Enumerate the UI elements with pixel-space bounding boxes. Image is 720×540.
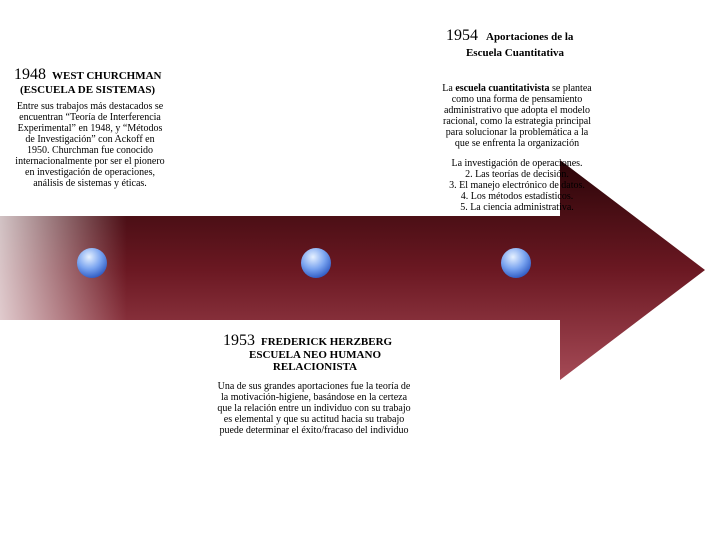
event-1954-desc-line: racional, como la estrategia principal: [443, 116, 591, 127]
event-1948-year: 1948: [14, 66, 46, 83]
event-1948-desc-line: en investigación de operaciones,: [25, 167, 155, 178]
event-1953-year: 1953: [223, 332, 255, 349]
event-1948-desc-line: análisis de sistemas y éticas.: [33, 178, 147, 189]
event-1954-title-line2: Escuela Cuantitativa: [465, 47, 565, 59]
event-1953-name: FREDERICK HERZBERG: [261, 336, 393, 348]
event-1953-header: [223, 332, 392, 350]
event-1954-list-item: 5. La ciencia administrativa.: [460, 202, 574, 213]
event-1954-list-item: La investigación de operaciones.: [451, 158, 583, 169]
event-1948-description: [2, 101, 178, 189]
event-1953-desc-line: que la relación entre un individuo con su trabajo: [217, 403, 411, 414]
event-1954-list: [426, 158, 608, 213]
event-1953-school-line1: ESCUELA NEO HUMANO: [248, 349, 382, 361]
event-1954-desc-line: que se enfrenta la organización: [454, 138, 580, 149]
event-1954-desc-line-0-rest: se plantea: [552, 83, 592, 94]
event-1954-desc-line: administrativo que adopta el modelo: [443, 105, 591, 116]
event-1953-desc-line: es elemental y que su actitud hacia su trabajo: [223, 414, 405, 425]
event-1954-desc-pre: La: [442, 83, 453, 94]
event-1953-desc-line: Una de sus grandes aportaciones fue la teoría de: [217, 381, 411, 392]
event-1948-desc-line: 1950. Churchman fue conocido: [26, 145, 154, 156]
event-1954-desc-line-0: [426, 83, 608, 94]
event-1948-header: [14, 66, 162, 84]
event-1954-list-item: 2. Las teorías de decisión.: [465, 169, 569, 180]
event-1954-description: [426, 83, 608, 149]
event-1953-school-line2: RELACIONISTA: [272, 361, 358, 373]
event-1948-name: WEST CHURCHMAN: [52, 70, 162, 82]
event-1948-desc-line: de Investigación” con Ackoff en: [25, 134, 155, 145]
event-1953-school: [230, 349, 400, 373]
event-1948-desc-line: Experimental” en 1948, y “Métodos: [17, 123, 163, 134]
event-1954-desc-line: como una forma de pensamiento: [451, 94, 583, 105]
event-1954-desc-line: para solucionar la problemática a la: [445, 127, 589, 138]
event-1954-year: 1954: [446, 27, 478, 44]
event-1954-desc-bold: escuela cuantitativista: [455, 83, 550, 94]
event-1954-list-item: 4. Los métodos estadísticos.: [460, 191, 574, 202]
event-1953-desc-line: la motivación-higiene, basándose en la certeza: [220, 392, 408, 403]
event-1954-list-item: 3. El manejo electrónico de datos.: [449, 180, 585, 191]
event-1948-desc-line: Entre sus trabajos más destacados se: [16, 101, 164, 112]
event-1953-description: [200, 381, 428, 436]
event-1948-desc-line: internacionalmente por ser el pionero: [15, 156, 165, 167]
event-1954-title-line1: Aportaciones de la: [486, 31, 574, 43]
event-1954-header: [446, 27, 573, 45]
timeline-dot-1948: [77, 248, 107, 278]
event-1948-school: (ESCUELA DE SISTEMAS): [20, 84, 156, 96]
event-1948-desc-line: encuentran “Teoría de Interferencia: [19, 112, 161, 123]
timeline-dot-1953: [301, 248, 331, 278]
event-1953-desc-line: puede determinar el éxito/fracaso del individuo: [219, 425, 409, 436]
timeline-dot-1954: [501, 248, 531, 278]
